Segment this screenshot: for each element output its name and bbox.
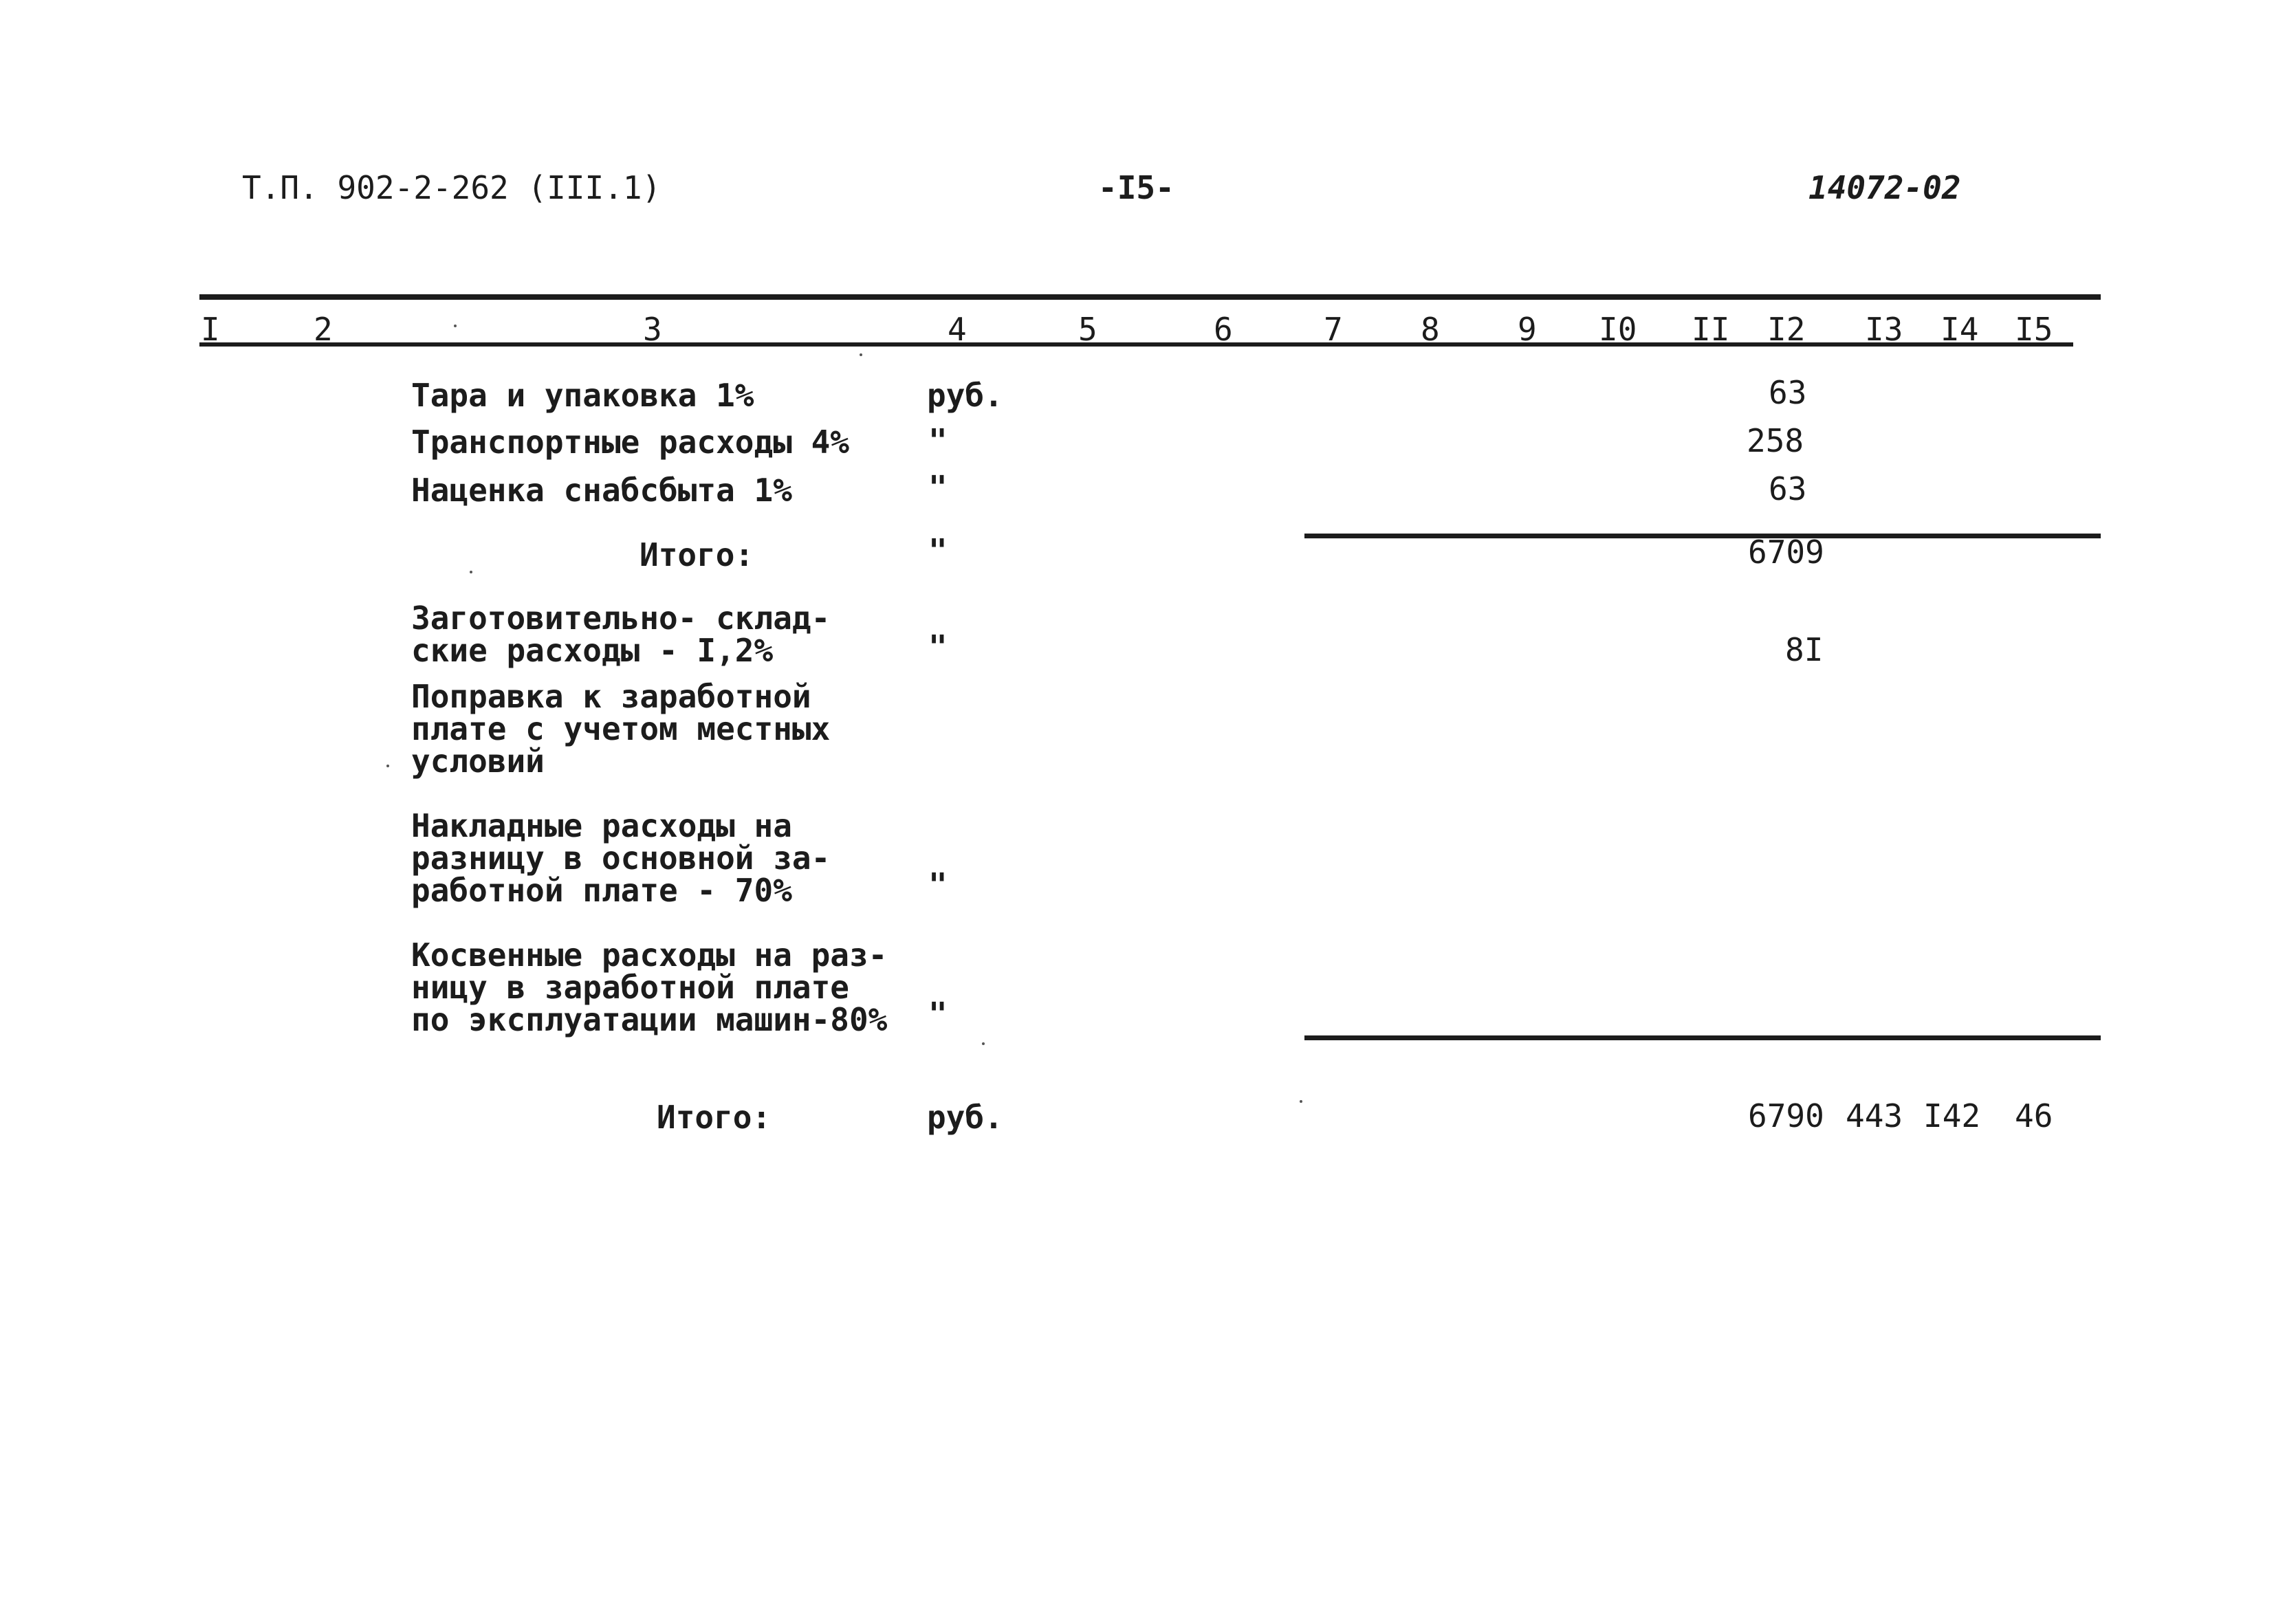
col-num-4: 4 bbox=[948, 311, 967, 348]
row-value-col12: 6709 bbox=[1748, 534, 1824, 571]
row-label: Итого: bbox=[639, 536, 754, 573]
col-num-9: 9 bbox=[1518, 311, 1537, 348]
row-unit: руб. bbox=[927, 377, 1003, 414]
row-label-line-3: по эксплуатации машин-80% bbox=[411, 1001, 888, 1038]
row-label-line-1: Заготовительно- склад- bbox=[411, 600, 831, 637]
row-value-col12: 63 bbox=[1769, 470, 1807, 507]
row-unit: " bbox=[928, 866, 948, 903]
row-label-line-3: условий bbox=[411, 743, 545, 780]
subtotal-rule bbox=[1304, 534, 2101, 538]
page-number: -I5- bbox=[1098, 169, 1174, 206]
row-unit: " bbox=[928, 469, 948, 506]
document-code: Т.П. 902-2-262 (III.1) bbox=[242, 169, 662, 206]
row-value-col12: 6790 bbox=[1748, 1097, 1824, 1134]
col-num-7: 7 bbox=[1324, 311, 1343, 348]
col-num-15: I5 bbox=[2015, 311, 2053, 348]
scan-speck bbox=[470, 571, 472, 573]
row-label: Транспортные расходы 4% bbox=[411, 424, 849, 461]
row-unit: " bbox=[928, 628, 948, 666]
row-value-col14: I42 bbox=[1923, 1097, 1981, 1134]
col-num-14: I4 bbox=[1940, 311, 1979, 348]
col-num-2: 2 bbox=[314, 311, 333, 348]
row-label-line-1: Накладные расходы на bbox=[411, 807, 792, 844]
row-value-col15: 46 bbox=[2015, 1097, 2053, 1134]
col-num-5: 5 bbox=[1078, 311, 1097, 348]
col-num-1: I bbox=[201, 311, 220, 348]
col-num-12: I2 bbox=[1767, 311, 1806, 348]
table-top-rule bbox=[199, 294, 2101, 300]
row-unit: " bbox=[928, 422, 948, 459]
row-label-line-2: разницу в основной за- bbox=[411, 840, 831, 877]
row-value-col12: 8I bbox=[1785, 631, 1824, 668]
row-unit: " bbox=[928, 532, 948, 569]
row-label-line-1: Поправка к заработной bbox=[411, 678, 811, 715]
col-num-3: 3 bbox=[643, 311, 662, 348]
row-label-line-3: работной плате - 70% bbox=[411, 872, 792, 909]
col-num-11: II bbox=[1692, 311, 1730, 348]
row-label: Тара и упаковка 1% bbox=[411, 377, 754, 414]
row-label-line-2: ские расходы - I,2% bbox=[411, 632, 774, 669]
row-label-line-2: ницу в заработной плате bbox=[411, 969, 849, 1006]
scan-speck bbox=[1300, 1100, 1302, 1103]
col-num-8: 8 bbox=[1421, 311, 1440, 348]
scan-speck bbox=[386, 765, 389, 767]
row-value-col12: 63 bbox=[1769, 374, 1807, 411]
total-rule bbox=[1304, 1035, 2101, 1040]
row-value-col12: 258 bbox=[1747, 422, 1804, 459]
row-unit: " bbox=[928, 996, 948, 1033]
col-num-10: I0 bbox=[1599, 311, 1637, 348]
document-number: 14072-02 bbox=[1808, 169, 1961, 206]
row-label: Итого: bbox=[657, 1099, 772, 1136]
row-label-line-1: Косвенные расходы на раз- bbox=[411, 936, 888, 974]
row-label-line-2: плате с учетом местных bbox=[411, 710, 831, 747]
row-unit: руб. bbox=[927, 1099, 1003, 1136]
row-label: Наценка снабсбыта 1% bbox=[411, 472, 792, 509]
scan-speck bbox=[982, 1042, 985, 1045]
row-value-col13: 443 bbox=[1846, 1097, 1903, 1134]
col-num-13: I3 bbox=[1865, 311, 1903, 348]
scan-speck bbox=[454, 325, 457, 327]
col-num-6: 6 bbox=[1214, 311, 1233, 348]
scan-speck bbox=[860, 353, 862, 356]
